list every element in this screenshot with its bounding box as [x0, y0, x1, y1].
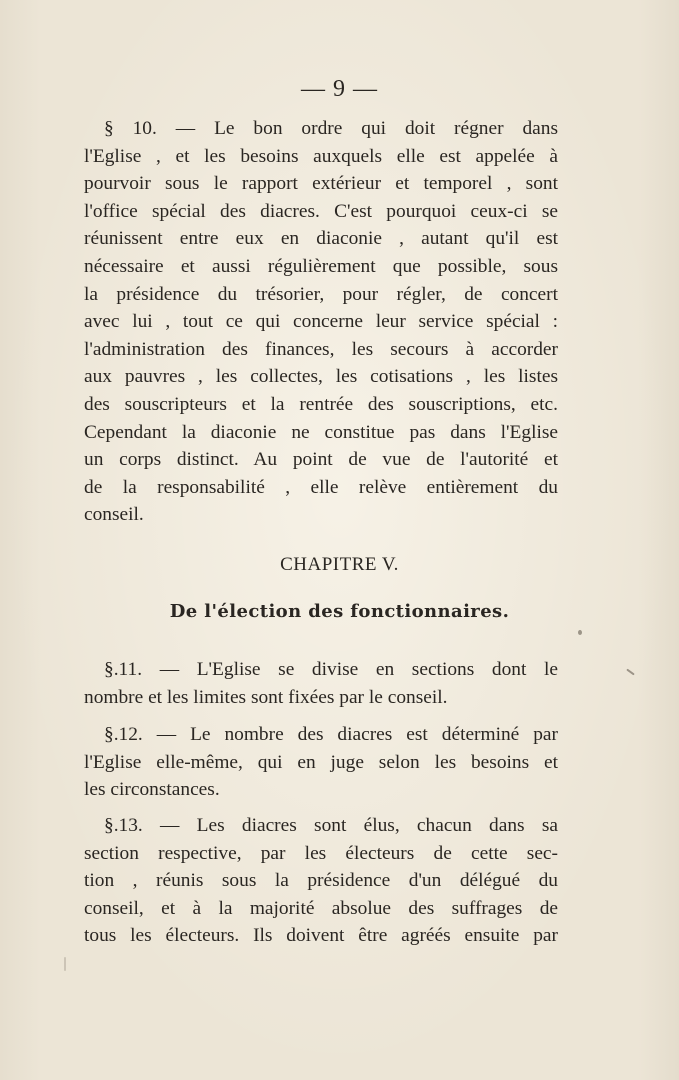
text-line: nombre et les limites sont fixées par le conseil.: [84, 686, 448, 708]
text-line: aux pauvres , les collectes, les cotisations , les listes: [84, 366, 558, 388]
text-line: un corps distinct. Au point de vue de l'autorité et: [84, 449, 558, 471]
chapter-title: De l'élection des fonctionnaires.: [169, 601, 510, 622]
text-line: § 10. — Le bon ordre qui doit régner dans: [104, 118, 558, 139]
paper-speck: [64, 957, 66, 971]
paper-speck: [578, 630, 582, 635]
text-line: tion , réunis sous la présidence d'un délégué du: [84, 870, 558, 892]
text-line: nécessaire et aussi régulièrement que possible, sous: [84, 255, 558, 277]
paragraph-10: [84, 115, 558, 529]
text-line: l'Eglise elle-même, qui en juge selon les besoins et: [84, 751, 558, 773]
text-line: des souscripteurs et la rentrée des souscriptions, etc.: [84, 393, 558, 415]
text-line: conseil.: [84, 504, 144, 526]
text-line: la présidence du trésorier, pour régler, de concert: [84, 283, 558, 305]
text-line: l'Eglise , et les besoins auxquels elle est appelée à: [84, 145, 558, 167]
paragraph-12: [84, 721, 558, 804]
page-number: — 9 —: [301, 76, 378, 102]
text-line: réunissent entre eux en diaconie , autant qu'il est: [84, 228, 558, 250]
text-line: les circonstances.: [84, 779, 220, 801]
text-line: §.12. — Le nombre des diacres est déterminé par: [104, 724, 558, 745]
paragraph-13: [84, 812, 558, 950]
text-line: section respective, par les électeurs de cette sec-: [84, 842, 558, 864]
text-line: §.11. — L'Eglise se divise en sections dont le: [104, 659, 558, 680]
text-line: l'office spécial des diacres. C'est pourquoi ceux-ci se: [84, 200, 558, 222]
text-line: conseil, et à la majorité absolue des suffrages de: [84, 897, 558, 919]
text-line: tous les électeurs. Ils doivent être agréés ensuite par: [84, 925, 558, 947]
text-line: avec lui , tout ce qui concerne leur service spécial :: [84, 311, 558, 333]
text-line: l'administration des finances, les secours à accorder: [84, 338, 558, 360]
text-line: Cependant la diaconie ne constitue pas dans l'Eglise: [84, 421, 558, 443]
text-line: de la responsabilité , elle relève entièrement du: [84, 476, 558, 498]
text-line: §.13. — Les diacres sont élus, chacun dans sa: [104, 815, 558, 836]
text-line: pourvoir sous le rapport extérieur et temporel , sont: [84, 173, 558, 195]
paper-speck: [626, 669, 635, 676]
paragraph-11: [84, 656, 558, 711]
chapter-heading: CHAPITRE V.: [280, 554, 399, 575]
